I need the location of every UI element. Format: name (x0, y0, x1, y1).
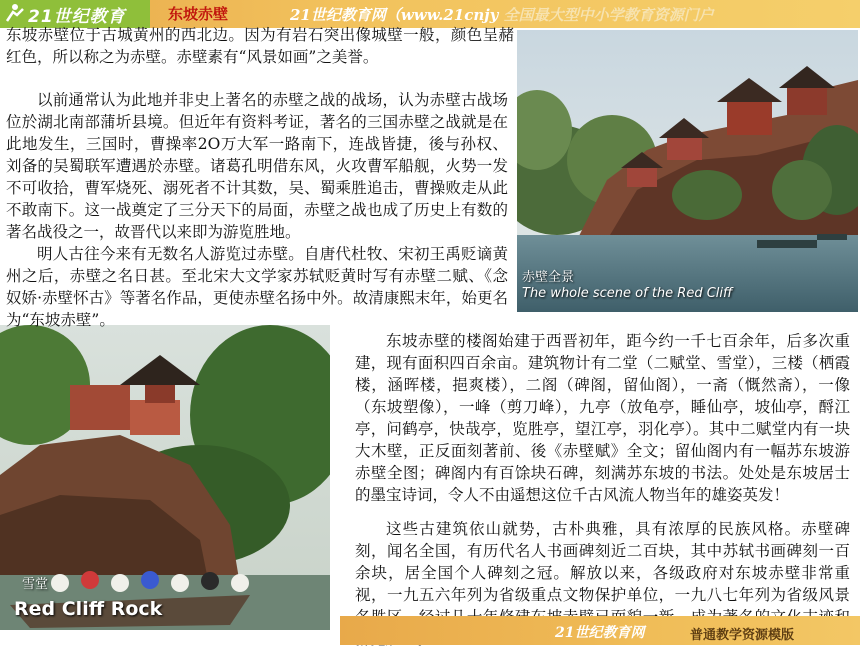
site-watermark-text: 21世纪教育网（www.21cnjy (290, 6, 499, 24)
panorama-caption-en: The whole scene of the Red Cliff (522, 286, 733, 301)
paragraph-intro: 东坡赤壁位于古城黄州的西北边。因为有岩石突出像城壁一般，颜色呈赭红色，所以称之为赤壁。赤壁素有“风景如画”之美誉。 (6, 26, 514, 66)
rock-caption-en: Red Cliff Rock (14, 598, 163, 620)
paragraph-history: 以前通常认为此地并非史上著名的赤壁之战的战场，认为赤壁古战场位於湖北南部蒲圻县境。但近年有资料考证，著名的三国赤壁之战就是在此地发生，三国时，曹操率2O万大军一路南下，连战皆捷，後与孙权、刘备的吴蜀联军遭遇於赤壁。诸葛孔明借东风，火攻曹军船舰，火势一发不可收拾，曹军烧死、溺死者不计其数，吴、蜀乘胜追击，曹操败走从此不敢南下。这一战奠定了三分天下的局面，赤壁之战也成了历史上有数的著名战役之一，故晋代以来即为游览胜地。 (6, 91, 508, 241)
logo-figure-icon (4, 3, 26, 23)
paragraph-buildings: 东坡赤壁的楼阁始建于西晋初年，距今约一千七百余年，后多次重建，现有面积四百余亩。建筑物计有二堂（二赋堂、雪堂），三楼（栖霞楼，涵晖楼，挹爽楼），二阁（碑阁，留仙阁），一斋（慨然斋），一像（东坡塑像），一峰（剪刀峰），九亭（放龟亭，睡仙亭，坡仙亭，酹江亭，问鹤亭，快哉亭，览胜亭，望江亭，羽化亭）。其中二赋堂内有一块大木壁，正反面刻著前、後《赤壁赋》全文；留仙阁内有一幅苏东坡游赤壁全图；碑阁内有百馀块石碑，刻满苏东坡的书法。处处是东坡居士的墨宝诗词，令人不由遥想这位千古风流人物当年的雄姿英发！ (355, 332, 850, 504)
site-watermark-tail: 全国最大型中小学教育资源门户 (503, 6, 714, 24)
paragraph-famous-visitors: 明人古往今来有无数名人游览过赤壁。自唐代杜牧、宋初王禹贬谪黄州之后，赤壁之名日甚。至北宋大文学家苏轼贬黄时写有赤壁二赋、《念奴娇·赤壁怀古》等著名作品，更使赤壁名扬中外。故清康熙末年，始更名为“东坡赤壁”。 (6, 245, 508, 329)
paragraph-style: 这些古建筑依山就势，古朴典雅，具有浓厚的民族风格。赤壁碑刻，闻名全国，有历代名人书画碑刻近二百块，其中苏轼书画碑刻一百余块，居全国个人碑刻之冠。解放以来，各级政府对东坡赤壁非常重视，一九五六年列为省级重点文物保护单位，一九八七年列为省级风景 (355, 520, 850, 604)
page-title: 东坡赤壁 (168, 5, 229, 23)
footer-label: 普通教学资源模版 (690, 628, 795, 643)
panorama-caption-cn: 赤壁全景 (522, 270, 575, 285)
red-cliff-rock-photo (0, 325, 330, 630)
logo-text: 21世纪教育 (28, 7, 126, 27)
site-watermark (290, 4, 714, 25)
rock-caption-cn: 雪堂 (22, 577, 49, 592)
footer-site-text: 21世纪教育网 (555, 625, 645, 641)
